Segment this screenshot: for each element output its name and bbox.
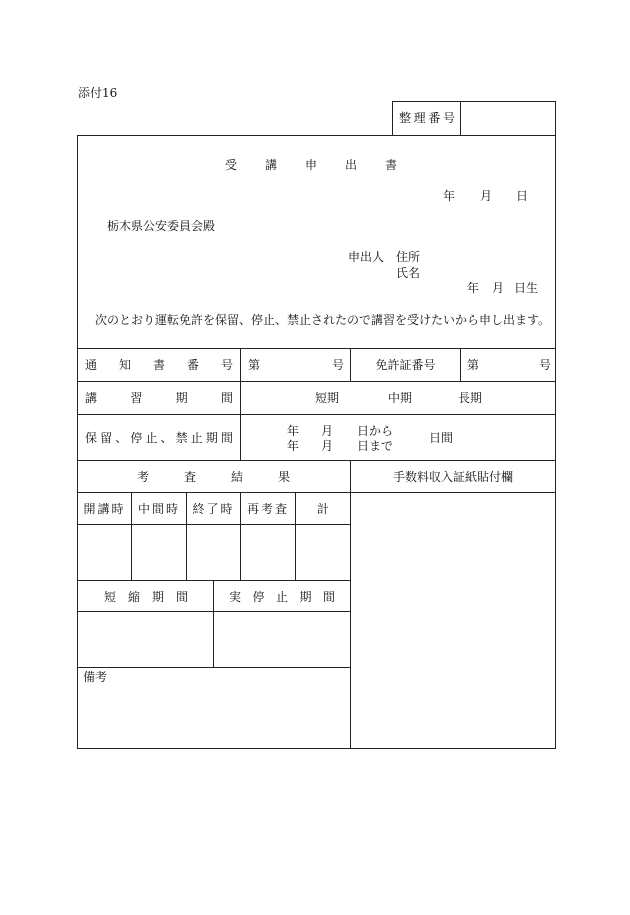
course-period-label-char: 期 — [175, 391, 188, 405]
suspension-period-label-char: 停 — [130, 431, 143, 445]
actual-suspension-label-char: 止 — [275, 590, 288, 604]
suspension-period-label-char: 止 — [145, 431, 158, 445]
shortened-period-label-char: 期 — [151, 590, 164, 604]
rule-exam-top — [77, 460, 556, 461]
shortened-period-label-char: 縮 — [127, 590, 140, 604]
rule-period-top — [77, 580, 351, 581]
actual-suspension-label-char: 期 — [299, 590, 312, 604]
license-number-label: 免許証番号 — [375, 358, 436, 372]
request-text: 次のとおり運転免許を保留、停止、禁止されたので講習を受けたいから申し出ます。 — [95, 313, 551, 327]
exam-results-header-char: 結 — [230, 470, 243, 484]
form-frame-top — [77, 135, 556, 136]
exam-cell-start[interactable] — [78, 525, 131, 580]
suspension-period-label — [85, 431, 233, 445]
actual-suspension-cell[interactable] — [214, 612, 350, 667]
applicant-address-label: 住所 — [396, 250, 421, 264]
course-long: 長期 — [458, 391, 483, 405]
fee-stamp-header: 手数料収入証紙貼付欄 — [392, 470, 513, 484]
exam-cell-middle[interactable] — [132, 525, 186, 580]
applicant-name-label: 氏名 — [396, 266, 421, 280]
reg-number-field[interactable] — [461, 102, 554, 134]
total-days: 日間 — [429, 431, 454, 445]
actual-suspension-label-char: 実 — [229, 590, 242, 604]
date-year: 年 — [443, 189, 456, 203]
exam-cell-total[interactable] — [296, 525, 350, 580]
exam-col-total: 計 — [316, 502, 329, 516]
notice-number-label-char: 号 — [220, 358, 233, 372]
reg-box-left — [392, 101, 393, 135]
notice-number-label — [85, 358, 233, 372]
course-period-label-char: 間 — [220, 391, 233, 405]
rule-label-col — [240, 348, 241, 460]
date-day: 日 — [516, 189, 529, 203]
rule-row2-top — [77, 381, 556, 382]
form-title: 受 講 申 出 書 — [224, 158, 405, 172]
form-frame-bottom — [77, 748, 556, 749]
shortened-period-cell[interactable] — [78, 612, 213, 667]
course-period-label-char: 習 — [130, 391, 143, 405]
course-short: 短期 — [315, 391, 340, 405]
from-month: 月 — [321, 424, 334, 438]
reg-number-label-char: 理 — [413, 111, 426, 125]
attachment-label: 添付16 — [78, 86, 118, 100]
course-period-label — [85, 391, 233, 405]
exam-results-header-char: 査 — [183, 470, 196, 484]
reg-number-label-char: 整 — [399, 111, 412, 125]
date-month: 月 — [480, 189, 493, 203]
actual-suspension-label-char: 停 — [252, 590, 265, 604]
rule-row3-top — [77, 414, 556, 415]
exam-col-end: 終了時 — [192, 502, 235, 516]
reg-number-label-char: 番 — [428, 111, 441, 125]
reg-box-right — [555, 101, 556, 135]
suspension-period-label-char: 留 — [100, 431, 113, 445]
license-dai: 第 — [467, 358, 480, 372]
exam-col-reexam: 再考査 — [246, 502, 289, 516]
suspension-period-label-char: 間 — [220, 431, 233, 445]
actual-suspension-label-char: 間 — [322, 590, 335, 604]
course-period-label-char: 講 — [85, 391, 98, 405]
notice-number-label-char: 通 — [85, 358, 98, 372]
exam-results-header-char: 果 — [277, 470, 290, 484]
suspension-period-label-char: 止 — [190, 431, 203, 445]
until-month: 月 — [321, 439, 334, 453]
exam-results-header — [137, 470, 290, 484]
course-medium: 中期 — [388, 391, 413, 405]
birth-year: 年 — [467, 281, 480, 295]
reg-number-label — [399, 111, 455, 125]
shortened-period-label — [104, 590, 188, 604]
shortened-period-label-char: 間 — [175, 590, 188, 604]
notice-number-label-char: 書 — [152, 358, 165, 372]
until-year: 年 — [287, 439, 300, 453]
rule-remarks-top — [77, 667, 351, 668]
rule-row1-right — [460, 348, 461, 381]
addressee: 栃木県公安委員会殿 — [107, 219, 216, 233]
suspension-period-label-char: 、 — [115, 431, 128, 445]
notice-number-label-char: 番 — [186, 358, 199, 372]
until-day: 日まで — [357, 439, 394, 453]
applicant-prefix: 申出人 — [348, 250, 385, 264]
suspension-period-label-char: 、 — [160, 431, 173, 445]
from-year: 年 — [287, 424, 300, 438]
from-day: 日から — [357, 424, 394, 438]
exam-results-header-char: 考 — [137, 470, 150, 484]
fee-stamp-area[interactable] — [351, 493, 555, 748]
reg-number-label-char: 号 — [442, 111, 455, 125]
exam-col-middle: 中間時 — [137, 502, 180, 516]
rule-row1-top — [77, 348, 556, 349]
license-go: 号 — [539, 358, 552, 372]
suspension-period-label-char: 期 — [205, 431, 218, 445]
notice-number-label-char: 知 — [118, 358, 131, 372]
suspension-period-label-char: 禁 — [175, 431, 188, 445]
exam-cell-reexam[interactable] — [241, 525, 295, 580]
birth-suffix: 日生 — [514, 281, 539, 295]
notice-go: 号 — [332, 358, 345, 372]
form-frame-right — [555, 135, 556, 748]
exam-cell-end[interactable] — [187, 525, 240, 580]
birth-month: 月 — [492, 281, 505, 295]
remarks-label: 備考 — [83, 670, 108, 684]
shortened-period-label-char: 短 — [104, 590, 117, 604]
actual-suspension-label — [229, 590, 335, 604]
notice-dai: 第 — [248, 358, 261, 372]
remarks-area[interactable] — [78, 686, 350, 748]
suspension-period-label-char: 保 — [85, 431, 98, 445]
exam-col-start: 開講時 — [83, 502, 126, 516]
